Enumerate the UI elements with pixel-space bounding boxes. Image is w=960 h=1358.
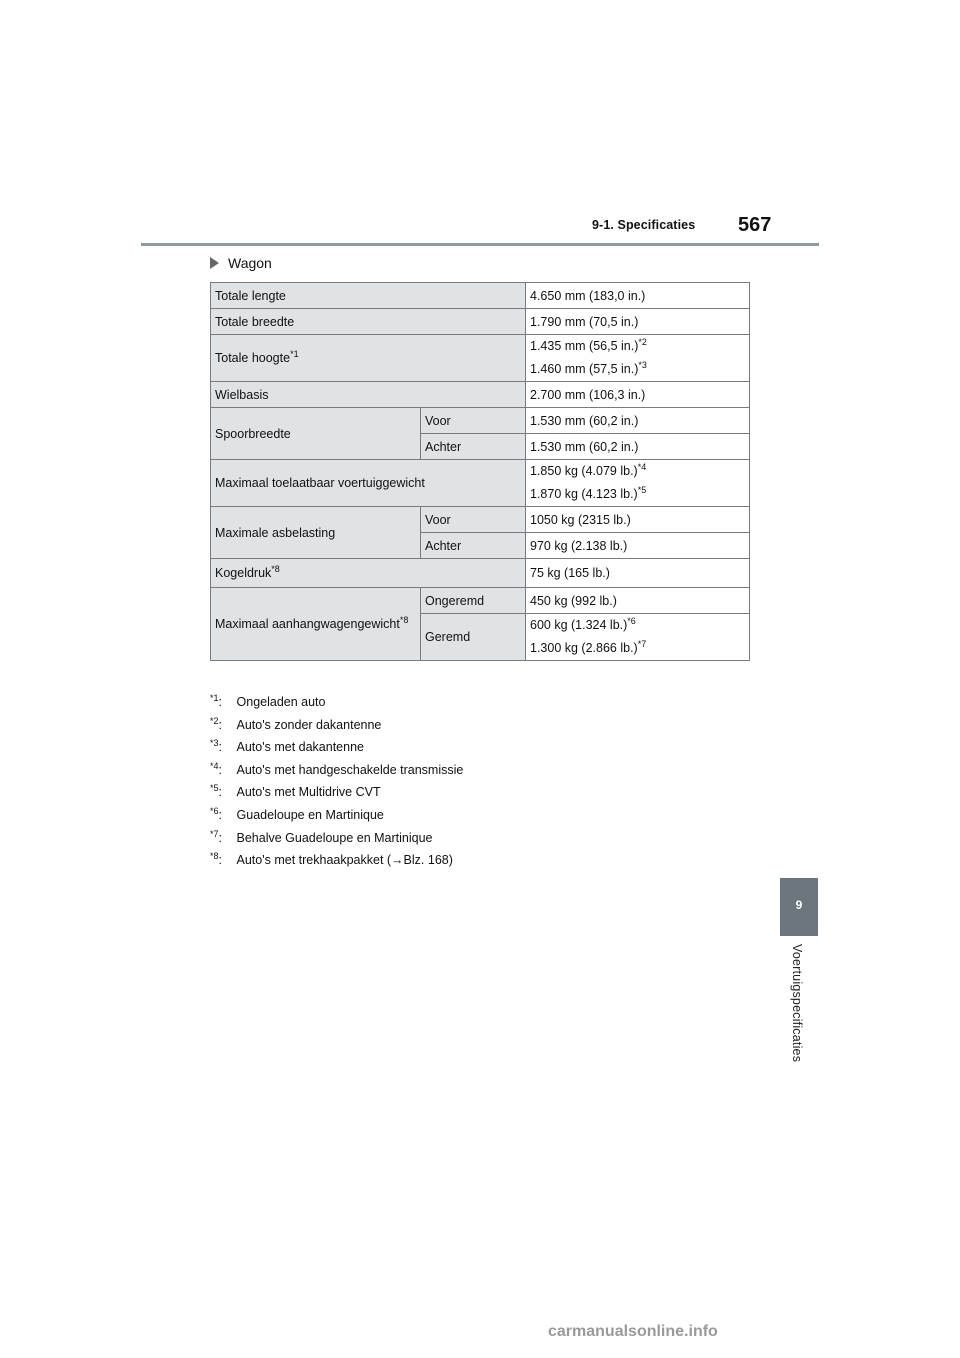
footnotes	[210, 691, 463, 872]
watermark: carmanualsonline.info	[548, 1323, 718, 1340]
chapter-label: Voertuigspecificaties	[790, 944, 804, 1063]
row-value: 1.850 kg (4.079 lb.)$^{*4}$ 1.870 kg (4.123 lb.)$^{*5}$	[526, 460, 750, 507]
subheading-text: Wagon	[228, 255, 272, 271]
row-label: Wielbasis	[211, 382, 526, 408]
footnote-ref: *8	[399, 614, 409, 625]
row-label: Totale lengte	[211, 283, 526, 309]
table-row	[211, 460, 750, 507]
footnote: $^{*2}$: Auto's zonder dakantenne	[210, 715, 382, 732]
table-row	[211, 335, 750, 382]
row-label: Spoorbreedte	[211, 408, 421, 460]
row-label: Totale breedte	[211, 309, 526, 335]
row-label: Kogeldruk$^{*8}$	[211, 559, 526, 588]
footnote: $^{*8}$: Auto's met trekhaakpakket (→Blz. 168)	[210, 851, 453, 868]
footnote-ref: *8	[271, 563, 280, 574]
table-row	[211, 559, 750, 588]
page-number: 567	[738, 214, 772, 236]
row-value: 1.435 mm (56,5 in.)$^{*2}$ 1.460 mm (57,5 in.)$^{*3}$	[526, 335, 750, 382]
footnote: $^{*7}$: Behalve Guadeloupe en Martinique	[210, 828, 433, 845]
footnote: $^{*6}$: Guadeloupe en Martinique	[210, 805, 384, 822]
row-value: 1.530 mm (60,2 in.)	[526, 408, 750, 434]
row-value: 600 kg (1.324 lb.)$^{*6}$ 1.300 kg (2.866 lb.)$^{*7}$	[526, 614, 750, 661]
row-value: 4.650 mm (183,0 in.)	[526, 283, 750, 309]
table-row	[211, 588, 750, 614]
footnote-ref: *3	[638, 359, 647, 370]
footnote-ref: *1	[290, 348, 299, 359]
row-value: 1.790 mm (70,5 in.)	[526, 309, 750, 335]
specifications-table	[210, 282, 750, 661]
footnote-ref: *4	[637, 461, 647, 472]
table-row	[211, 382, 750, 408]
row-value: 970 kg (2.138 lb.)	[526, 533, 750, 559]
row-value: 1050 kg (2315 lb.)	[526, 507, 750, 533]
footnote: $^{*4}$: Auto's met handgeschakelde transmissie	[210, 760, 464, 777]
row-value: 450 kg (992 lb.)	[526, 588, 750, 614]
sub-label: Voor	[421, 408, 526, 434]
table-row	[211, 507, 750, 533]
sub-label: Geremd	[421, 614, 526, 661]
row-value: 1.530 mm (60,2 in.)	[526, 434, 750, 460]
sub-label: Achter	[421, 434, 526, 460]
chapter-number: 9	[795, 898, 803, 912]
footnote-ref: *5	[637, 484, 647, 495]
header-divider	[141, 243, 819, 246]
row-label: Maximale asbelasting	[211, 507, 421, 559]
row-value: 75 kg (165 lb.)	[526, 559, 750, 588]
subheading	[210, 255, 272, 271]
table-row	[211, 408, 750, 434]
footnote: $^{*5}$: Auto's met Multidrive CVT	[210, 783, 381, 800]
footnote: $^{*3}$: Auto's met dakantenne	[210, 738, 364, 755]
sub-label: Voor	[421, 507, 526, 533]
row-label: Maximaal toelaatbaar voertuiggewicht	[211, 460, 526, 507]
row-value: 2.700 mm (106,3 in.)	[526, 382, 750, 408]
section-title: 9-1. Specificaties	[592, 218, 696, 232]
sub-label: Ongeremd	[421, 588, 526, 614]
table-row	[211, 283, 750, 309]
footnote-ref: *6	[627, 615, 636, 626]
row-label: Maximaal aanhangwagengewicht$^{*8}$	[211, 588, 421, 661]
row-label: Totale hoogte$^{*1}$	[211, 335, 526, 382]
footnote-ref: *7	[637, 638, 647, 649]
chapter-tab	[780, 878, 818, 936]
footnote-ref: *2	[638, 336, 647, 347]
footnote: $^{*1}$: Ongeladen auto	[210, 692, 326, 709]
triangle-bullet-icon	[210, 257, 219, 269]
sub-label: Achter	[421, 533, 526, 559]
table-row	[211, 309, 750, 335]
